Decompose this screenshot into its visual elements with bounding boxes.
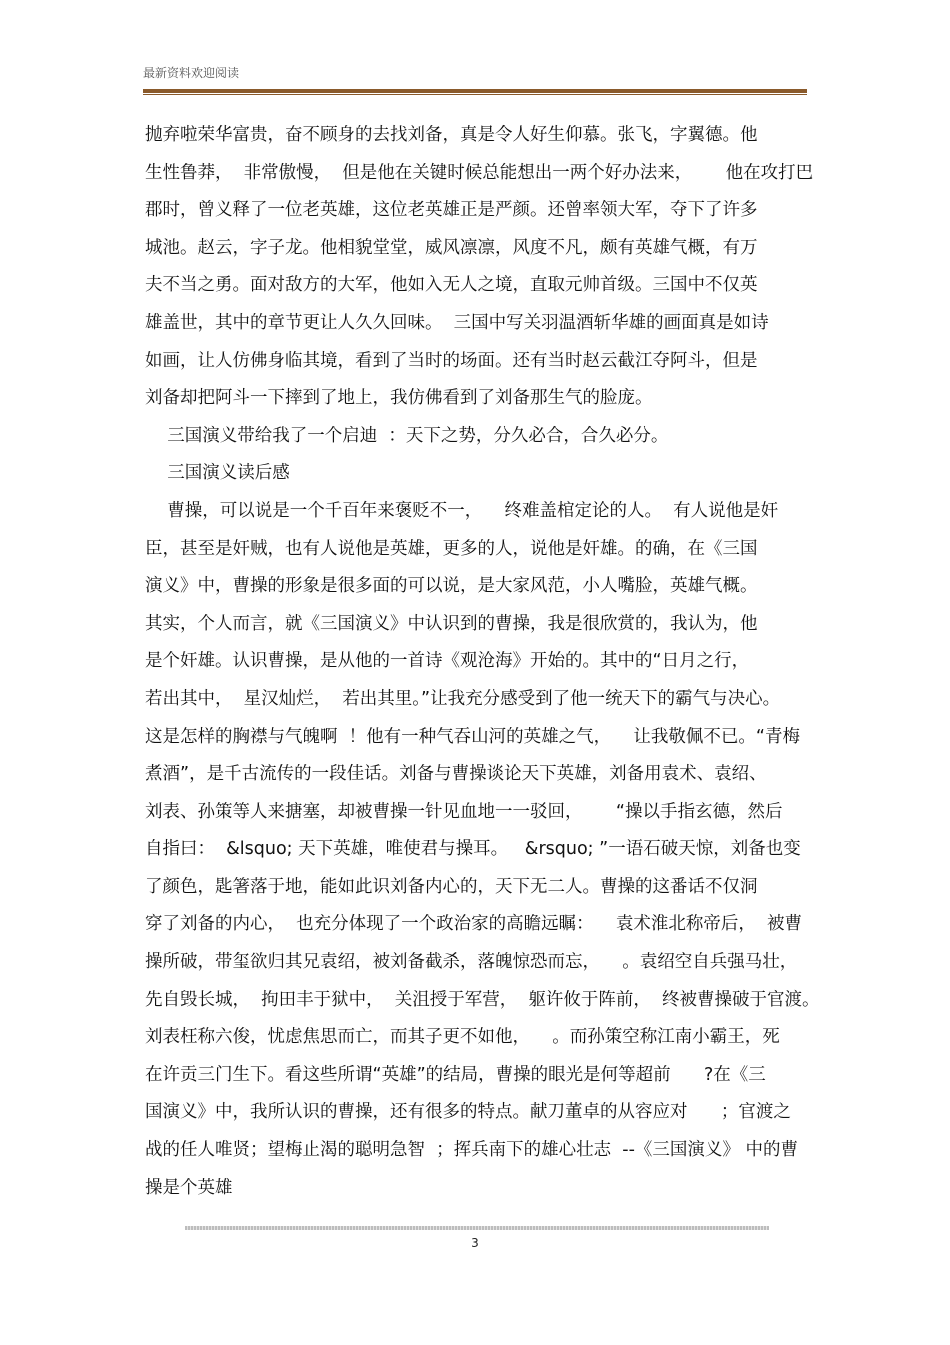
text-line: 战的任人唯贤；望梅止渴的聪明急智 ；挥兵南下的雄心壮志 --《三国演义》 中的曹	[145, 1140, 798, 1161]
text-line: 雄盖世，其中的章节更让人久久回味。 三国中写关羽温酒斩华雄的画面真是如诗	[145, 312, 769, 333]
text-line: 臣，甚至是奸贼，也有人说他是英雄，更多的人，说他是奸雄。的确，在《三国	[145, 538, 758, 559]
header-rule-thin	[143, 94, 807, 95]
text-line: 如画，让人仿佛身临其境，看到了当时的场面。还有当时赵云截江夺阿斗，但是	[145, 350, 758, 371]
text-line: 生性鲁莽， 非常傲慢， 但是他在关键时候总能想出一两个好办法来， 他在攻打巴	[145, 162, 814, 183]
text-line: 三国演义带给我了一个启迪 ：天下之势，分久必合，合久必分。	[145, 425, 669, 446]
text-line: 穿了刘备的内心， 也充分体现了一个政治家的高瞻远瞩： 袁术淮北称帝后， 被曹	[145, 914, 802, 935]
text-line: 煮酒”，是千古流传的一段佳话。刘备与曹操谈论天下英雄，刘备用袁术、袁绍、	[145, 764, 767, 785]
text-line: 抛弃啦荣华富贵，奋不顾身的去找刘备，真是令人好生仰慕。张飞，字翼德。他	[145, 125, 758, 145]
header-rule-thick	[143, 89, 807, 93]
page-number: 3	[471, 1236, 479, 1250]
text-line: 操所破，带玺欲归其兄袁绍，被刘备截杀，落魄惊恐而忘， 。袁绍空自兵强马壮，	[145, 952, 798, 973]
footer-rule	[185, 1226, 769, 1230]
text-line: 了颜色，匙箸落于地，能如此识刘备内心的，天下无二人。曹操的这番话不仅洞	[145, 876, 758, 897]
text-line: 操是个英雄	[145, 1177, 233, 1198]
body-text	[145, 122, 820, 1212]
text-line: 是个奸雄。认识曹操，是从他的一首诗《观沧海》开始的。其中的“日月之行，	[145, 651, 750, 672]
text-line: 在许贡三门生下。看这些所谓“英雄”的结局，曹操的眼光是何等超前 ?在《三	[145, 1064, 766, 1085]
text-line: 郡时，曾义释了一位老英雄，这位老英雄正是严颜。还曾率领大军，夺下了许多	[145, 200, 758, 221]
text-line: 城池。赵云，字子龙。他相貌堂堂，威风凛凛，风度不凡，颇有英雄气概，有万	[145, 237, 758, 258]
text-line: 刘表枉称六俊，忧虑焦思而亡，而其子更不如他， 。而孙策空称江南小霸王，死	[145, 1027, 780, 1048]
text-line: 若出其中， 星汉灿烂， 若出其里。”让我充分感受到了他一统天下的霸气与决心。	[145, 688, 781, 709]
section-heading: 三国演义读后感	[145, 463, 290, 484]
text-line: 刘备却把阿斗一下摔到了地上，我仿佛看到了刘备那生气的脸庞。	[145, 388, 653, 409]
text-line: 自指曰： &lsquo; 天下英雄，唯使君与操耳。 &rsquo; ”一语石破天惊，刘备也变	[145, 839, 801, 860]
text-line: 夫不当之勇。面对敌方的大军，他如入无人之境，直取元帅首级。三国中不仅英	[145, 275, 758, 296]
text-line: 演义》中，曹操的形象是很多面的可以说，是大家风范，小人嘴脸，英雄气概。	[145, 576, 758, 597]
text-line: 刘表、孙策等人来搪塞，却被曹操一针见血地一一驳回， “操以手指玄德，然后	[145, 801, 783, 822]
text-line: 这是怎样的胸襟与气魄啊 ！他有一种气吞山河的英雄之气， 让我敬佩不已。“青梅	[145, 726, 800, 747]
running-header: 最新资料欢迎阅读	[143, 66, 240, 80]
header-rule	[143, 89, 807, 96]
text-line: 先自毁长城， 拘田丰于狱中， 关沮授于军营， 躯许攸于阵前， 终被曹操破于官渡。	[145, 989, 820, 1010]
text-line: 其实，个人而言，就《三国演义》中认识到的曹操，我是很欣赏的，我认为，他	[145, 613, 758, 634]
text-line: 曹操，可以说是一个千百年来褒贬不一， 终难盖棺定论的人。 有人说他是奸	[145, 500, 779, 521]
text-line: 国演义》中，我所认识的曹操，还有很多的特点。献刀董卓的从容应对 ；官渡之	[145, 1102, 791, 1123]
